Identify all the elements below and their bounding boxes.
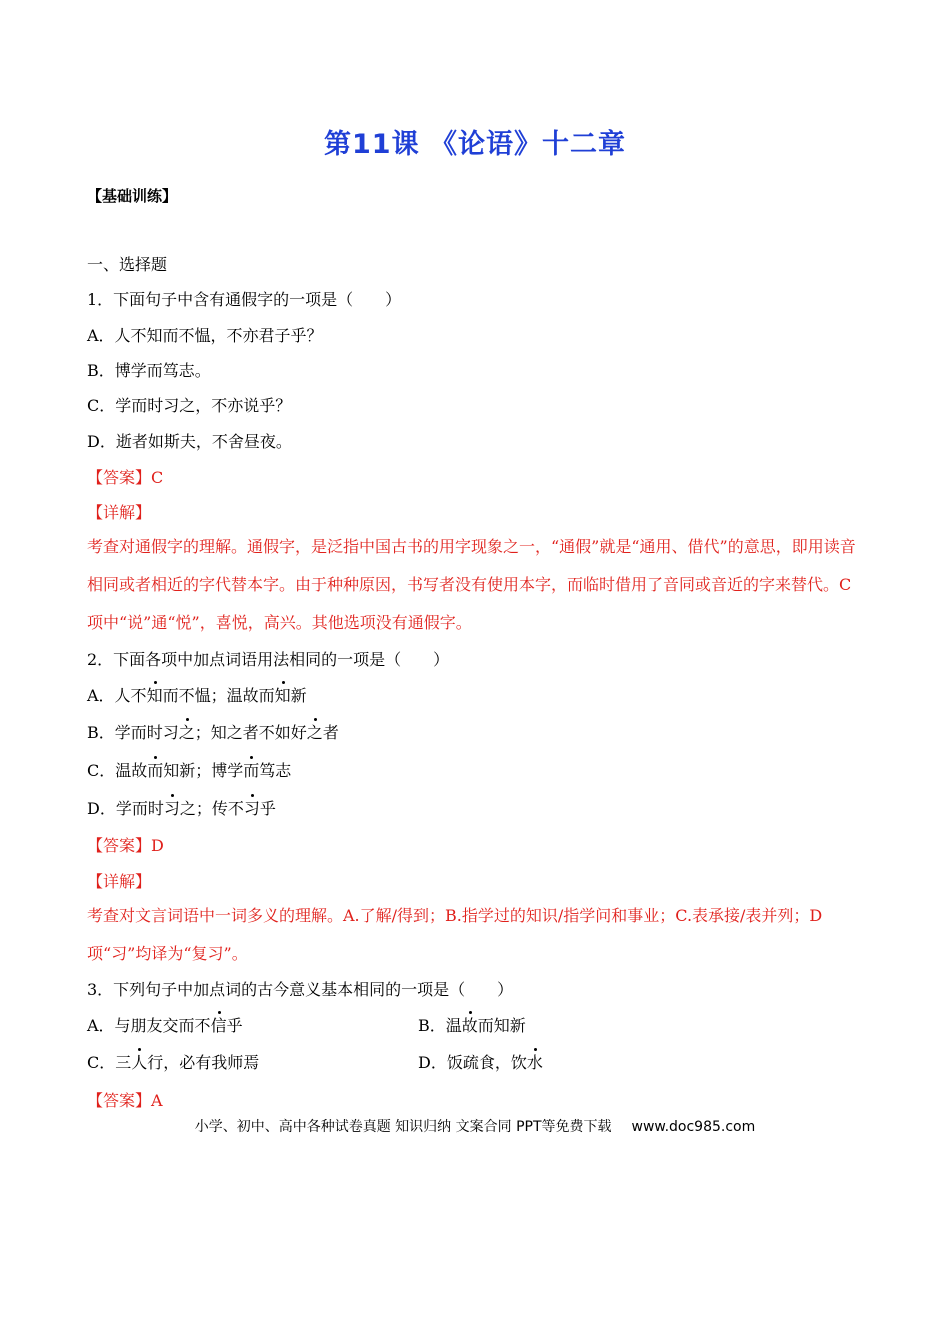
dotted-char: 习 <box>163 799 180 818</box>
section-heading: 【基础训练】 <box>87 187 178 205</box>
dotted-char: 知 <box>274 686 291 705</box>
q2-detail-label: 【详解】 <box>87 872 152 891</box>
dotted-char: 之 <box>178 723 195 742</box>
q3-option-c: C．三人行，必有我师焉 <box>87 1053 260 1072</box>
q3-option-b: B．温故而知新 <box>418 1016 526 1035</box>
q1-answer: 【答案】C <box>87 468 164 487</box>
q3-stem: 3．下列句子中加点词的古今意义基本相同的一项是（ ） <box>87 980 514 999</box>
dotted-char: 习 <box>243 799 260 818</box>
footer-text: 小学、初中、高中各种试卷真题 知识归纳 文案合同 PPT等免费下载 <box>194 1119 612 1135</box>
q1-detail: 考查对通假字的理解。通假字，是泛指中国古书的用字现象之一，“通假”就是“通用、借代”的意思，即用读音相同或者相近的字代替本字。由于种种原因，书写者没有使用本字，而临时借用了音同或音近的字来替代。C项中“说”通“悦”，喜悦，高兴。其他选项没有通假字。 <box>87 537 856 632</box>
q2-answer: 【答案】D <box>87 836 164 855</box>
dotted-char: 故 <box>461 1016 478 1035</box>
dotted-char: 知 <box>146 686 163 705</box>
page-title: 第11课 《论语》十二章 <box>324 129 626 160</box>
q3-option-a: A．与朋友交而不信乎 <box>87 1016 243 1035</box>
q1-option-a: A．人不知而不愠，不亦君子乎？ <box>87 326 323 345</box>
q1-option-b: B．博学而笃志。 <box>87 361 211 380</box>
q1-option-c: C．学而时习之，不亦说乎？ <box>87 396 292 415</box>
q3-option-d: D．饭疏食，饮水 <box>418 1053 543 1072</box>
q2-stem: 2．下面各项中加点词语用法相同的一项是（ ） <box>87 650 450 669</box>
q2-option-a: A．人不知而不愠；温故而知新 <box>87 686 307 705</box>
q2-detail: 考查对文言词语中一词多义的理解。A.了解/得到；B.指学过的知识/指学问和事业；C.表承接/表并列；D项“习”均译为“复习”。 <box>87 906 823 963</box>
q1-stem: 1．下面句子中含有通假字的一项是（ ） <box>87 290 402 309</box>
dotted-char: 之 <box>306 723 323 742</box>
q2-option-d: D．学而时习之；传不习乎 <box>87 799 276 818</box>
footer-url[interactable]: www.doc985.com <box>631 1119 756 1135</box>
dotted-char: 而 <box>243 761 260 780</box>
dotted-char: 信 <box>210 1016 227 1035</box>
dotted-char: 人 <box>131 1053 148 1072</box>
q2-option-b: B．学而时习之；知之者不如好之者 <box>87 723 339 742</box>
q3-answer: 【答案】A <box>87 1091 163 1110</box>
dotted-char: 水 <box>526 1053 543 1072</box>
dotted-char: 而 <box>147 761 164 780</box>
part-heading: 一、选择题 <box>87 255 168 274</box>
q1-option-d: D．逝者如斯夫，不舍昼夜。 <box>87 432 292 451</box>
q2-option-c: C．温故而知新；博学而笃志 <box>87 761 292 780</box>
page-footer <box>0 1116 950 1136</box>
q1-detail-label: 【详解】 <box>87 503 152 522</box>
